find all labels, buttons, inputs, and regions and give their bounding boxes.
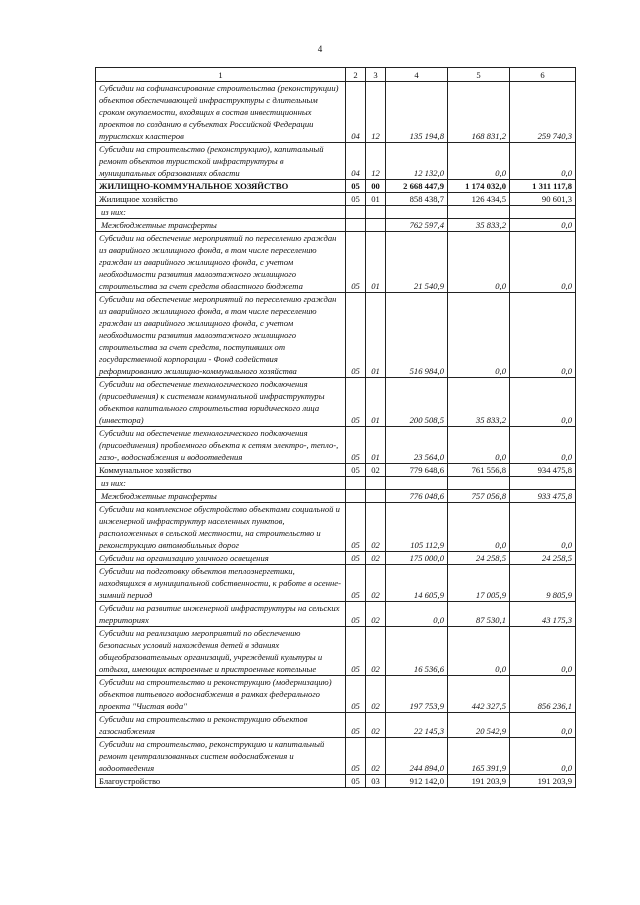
value-col5: 126 434,5 bbox=[448, 193, 510, 206]
value-col4: 776 048,6 bbox=[386, 490, 448, 503]
value-col5: 0,0 bbox=[448, 627, 510, 676]
section-code bbox=[346, 477, 366, 490]
section-code bbox=[346, 206, 366, 219]
subsection-code bbox=[366, 219, 386, 232]
column-header: 1 bbox=[96, 68, 346, 82]
value-col4: 762 597,4 bbox=[386, 219, 448, 232]
value-col6: 43 175,3 bbox=[510, 602, 576, 627]
table-row bbox=[96, 464, 576, 477]
column-header: 3 bbox=[366, 68, 386, 82]
value-col6: 0,0 bbox=[510, 738, 576, 775]
value-col5: 1 174 032,0 bbox=[448, 180, 510, 193]
value-col4: 21 540,9 bbox=[386, 232, 448, 293]
row-name: Благоустройство bbox=[96, 775, 346, 788]
value-col4: 16 536,6 bbox=[386, 627, 448, 676]
value-col4: 516 984,0 bbox=[386, 293, 448, 378]
value-col6: 0,0 bbox=[510, 219, 576, 232]
value-col4: 12 132,0 bbox=[386, 143, 448, 180]
table-row bbox=[96, 180, 576, 193]
value-col4: 175 000,0 bbox=[386, 552, 448, 565]
value-col6: 0,0 bbox=[510, 232, 576, 293]
value-col5: 20 542,9 bbox=[448, 713, 510, 738]
page-number: 4 bbox=[317, 44, 323, 54]
value-col6 bbox=[510, 477, 576, 490]
table-row bbox=[96, 477, 576, 490]
value-col4: 244 894,0 bbox=[386, 738, 448, 775]
value-col4: 912 142,0 bbox=[386, 775, 448, 788]
section-code: 05 bbox=[346, 627, 366, 676]
subsection-code: 01 bbox=[366, 193, 386, 206]
row-name: Жилищное хозяйство bbox=[96, 193, 346, 206]
value-col6: 0,0 bbox=[510, 427, 576, 464]
value-col5: 761 556,8 bbox=[448, 464, 510, 477]
table-row bbox=[96, 490, 576, 503]
section-code: 05 bbox=[346, 180, 366, 193]
table-row bbox=[96, 738, 576, 775]
section-code: 05 bbox=[346, 676, 366, 713]
table-row bbox=[96, 602, 576, 627]
row-name: Субсидии на обеспечение технологического подключения (присоединения) к системам коммунальной инфраструктуры объектов капитального строительства юридического лица (инвестора) bbox=[96, 378, 346, 427]
table-row bbox=[96, 552, 576, 565]
table-row bbox=[96, 219, 576, 232]
value-col5: 35 833,2 bbox=[448, 219, 510, 232]
value-col6: 191 203,9 bbox=[510, 775, 576, 788]
table-row bbox=[96, 232, 576, 293]
table-row bbox=[96, 206, 576, 219]
column-header: 5 bbox=[448, 68, 510, 82]
section-code: 05 bbox=[346, 464, 366, 477]
section-code: 05 bbox=[346, 602, 366, 627]
value-col5: 87 530,1 bbox=[448, 602, 510, 627]
value-col6: 9 805,9 bbox=[510, 565, 576, 602]
section-code: 05 bbox=[346, 565, 366, 602]
row-name: Субсидии на строительство и реконструкцию объектов газоснабжения bbox=[96, 713, 346, 738]
table-row bbox=[96, 143, 576, 180]
row-name: Субсидии на софинансирование строительства (реконструкции) объектов обеспечивающей инфраструктуры с длительным сроком окупаемости, входящих в состав инвестиционных проектов по созданию в субъектах Российской Федерации туристских кластеров bbox=[96, 82, 346, 143]
value-col5: 0,0 bbox=[448, 293, 510, 378]
section-code: 05 bbox=[346, 232, 366, 293]
table-row bbox=[96, 713, 576, 738]
value-col6: 933 475,8 bbox=[510, 490, 576, 503]
column-header: 4 bbox=[386, 68, 448, 82]
value-col4: 14 605,9 bbox=[386, 565, 448, 602]
section-code: 05 bbox=[346, 378, 366, 427]
value-col4: 105 112,9 bbox=[386, 503, 448, 552]
section-code bbox=[346, 490, 366, 503]
value-col6: 0,0 bbox=[510, 627, 576, 676]
subsection-code bbox=[366, 477, 386, 490]
subsection-code: 02 bbox=[366, 503, 386, 552]
section-code: 05 bbox=[346, 293, 366, 378]
table-row bbox=[96, 82, 576, 143]
section-code: 04 bbox=[346, 143, 366, 180]
table-row bbox=[96, 293, 576, 378]
section-code: 05 bbox=[346, 552, 366, 565]
row-name: Субсидии на строительство и реконструкцию (модернизацию) объектов питьевого водоснабжения в рамках федерального проекта "Чистая вода" bbox=[96, 676, 346, 713]
value-col5: 0,0 bbox=[448, 232, 510, 293]
subsection-code bbox=[366, 490, 386, 503]
section-code: 05 bbox=[346, 427, 366, 464]
value-col6: 0,0 bbox=[510, 293, 576, 378]
row-name: Межбюджетные трансферты bbox=[96, 490, 346, 503]
value-col6: 90 601,3 bbox=[510, 193, 576, 206]
subsection-code: 02 bbox=[366, 713, 386, 738]
subsection-code: 02 bbox=[366, 627, 386, 676]
value-col6: 0,0 bbox=[510, 143, 576, 180]
value-col4 bbox=[386, 477, 448, 490]
row-name: Субсидии на обеспечение технологического подключения (присоединения) проблемного объекта к сетям электро-, тепло-, газо-, водоснабжения и водоотведения bbox=[96, 427, 346, 464]
value-col5 bbox=[448, 206, 510, 219]
table-row bbox=[96, 427, 576, 464]
subsection-code: 01 bbox=[366, 427, 386, 464]
row-name: из них: bbox=[96, 206, 346, 219]
value-col5: 0,0 bbox=[448, 427, 510, 464]
value-col5: 24 258,5 bbox=[448, 552, 510, 565]
row-name: Субсидии на комплексное обустройство объектами социальной и инженерной инфраструктур населенных пунктов, расположенных в сельской местности, на строительство и реконструкцию автомобильных дорог bbox=[96, 503, 346, 552]
value-col4: 779 648,6 bbox=[386, 464, 448, 477]
value-col6 bbox=[510, 206, 576, 219]
value-col5: 17 005,9 bbox=[448, 565, 510, 602]
budget-table bbox=[95, 67, 576, 788]
value-col6: 934 475,8 bbox=[510, 464, 576, 477]
value-col4: 197 753,9 bbox=[386, 676, 448, 713]
row-name: Субсидии на строительство, реконструкцию и капитальный ремонт централизованных систем водоснабжения и водоотведения bbox=[96, 738, 346, 775]
value-col4: 135 194,8 bbox=[386, 82, 448, 143]
subsection-code: 02 bbox=[366, 565, 386, 602]
value-col6: 0,0 bbox=[510, 503, 576, 552]
row-name: Субсидии на организацию уличного освещения bbox=[96, 552, 346, 565]
table-row bbox=[96, 565, 576, 602]
value-col5: 191 203,9 bbox=[448, 775, 510, 788]
column-header: 2 bbox=[346, 68, 366, 82]
subsection-code: 01 bbox=[366, 378, 386, 427]
value-col6: 856 236,1 bbox=[510, 676, 576, 713]
value-col6: 0,0 bbox=[510, 378, 576, 427]
value-col5 bbox=[448, 477, 510, 490]
section-code: 05 bbox=[346, 193, 366, 206]
subsection-code: 02 bbox=[366, 676, 386, 713]
column-header: 6 bbox=[510, 68, 576, 82]
value-col6: 1 311 117,8 bbox=[510, 180, 576, 193]
subsection-code bbox=[366, 206, 386, 219]
row-name: из них: bbox=[96, 477, 346, 490]
value-col5: 442 327,5 bbox=[448, 676, 510, 713]
subsection-code: 01 bbox=[366, 293, 386, 378]
subsection-code: 12 bbox=[366, 143, 386, 180]
section-code: 04 bbox=[346, 82, 366, 143]
subsection-code: 02 bbox=[366, 738, 386, 775]
table-header-row bbox=[96, 68, 576, 82]
subsection-code: 02 bbox=[366, 464, 386, 477]
value-col6: 259 740,3 bbox=[510, 82, 576, 143]
row-name: Субсидии на подготовку объектов теплоэнергетики, находящихся в муниципальной собственности, к работе в осенне-зимний период bbox=[96, 565, 346, 602]
table-row bbox=[96, 627, 576, 676]
row-name: Межбюджетные трансферты bbox=[96, 219, 346, 232]
value-col4: 22 145,3 bbox=[386, 713, 448, 738]
value-col6: 0,0 bbox=[510, 713, 576, 738]
section-code: 05 bbox=[346, 775, 366, 788]
value-col5: 35 833,2 bbox=[448, 378, 510, 427]
value-col4: 2 668 447,9 bbox=[386, 180, 448, 193]
value-col4: 23 564,0 bbox=[386, 427, 448, 464]
row-name: Субсидии на строительство (реконструкцию), капитальный ремонт объектов туристской инфраструктуры в муниципальных образованиях области bbox=[96, 143, 346, 180]
value-col5: 168 831,2 bbox=[448, 82, 510, 143]
table-row bbox=[96, 676, 576, 713]
subsection-code: 03 bbox=[366, 775, 386, 788]
table-row bbox=[96, 378, 576, 427]
value-col5: 757 056,8 bbox=[448, 490, 510, 503]
subsection-code: 12 bbox=[366, 82, 386, 143]
row-name: ЖИЛИЩНО-КОММУНАЛЬНОЕ ХОЗЯЙСТВО bbox=[96, 180, 346, 193]
table-row bbox=[96, 193, 576, 206]
table-row bbox=[96, 775, 576, 788]
row-name: Субсидии на развитие инженерной инфраструктуры на сельских территориях bbox=[96, 602, 346, 627]
value-col5: 0,0 bbox=[448, 503, 510, 552]
table-row bbox=[96, 503, 576, 552]
row-name: Коммунальное хозяйство bbox=[96, 464, 346, 477]
subsection-code: 00 bbox=[366, 180, 386, 193]
value-col4: 0,0 bbox=[386, 602, 448, 627]
section-code: 05 bbox=[346, 503, 366, 552]
section-code: 05 bbox=[346, 738, 366, 775]
section-code: 05 bbox=[346, 713, 366, 738]
row-name: Субсидии на обеспечение мероприятий по переселению граждан из аварийного жилищного фонда, в том числе переселению граждан из аварийного жилищного фонда, с учетом необходимости развития малоэтажного жилищного строительства за счет средств, поступивших от государственной корпорации - Фонд содействия реформированию жилищно-коммунального хозяйства bbox=[96, 293, 346, 378]
value-col6: 24 258,5 bbox=[510, 552, 576, 565]
value-col4: 200 508,5 bbox=[386, 378, 448, 427]
value-col4: 858 438,7 bbox=[386, 193, 448, 206]
subsection-code: 02 bbox=[366, 602, 386, 627]
subsection-code: 01 bbox=[366, 232, 386, 293]
section-code bbox=[346, 219, 366, 232]
row-name: Субсидии на обеспечение мероприятий по переселению граждан из аварийного жилищного фонда, в том числе переселению граждан из аварийного жилищного фонда, с учетом необходимости развития малоэтажного жилищного строительства за счет средств областного бюджета bbox=[96, 232, 346, 293]
value-col5: 0,0 bbox=[448, 143, 510, 180]
row-name: Субсидии на реализацию мероприятий по обеспечению безопасных условий нахождения детей в зданиях общеобразовательных организаций, учреждений культуры и отдыха, имеющих встроенные и пристроенные котельные bbox=[96, 627, 346, 676]
value-col4 bbox=[386, 206, 448, 219]
subsection-code: 02 bbox=[366, 552, 386, 565]
value-col5: 165 391,9 bbox=[448, 738, 510, 775]
